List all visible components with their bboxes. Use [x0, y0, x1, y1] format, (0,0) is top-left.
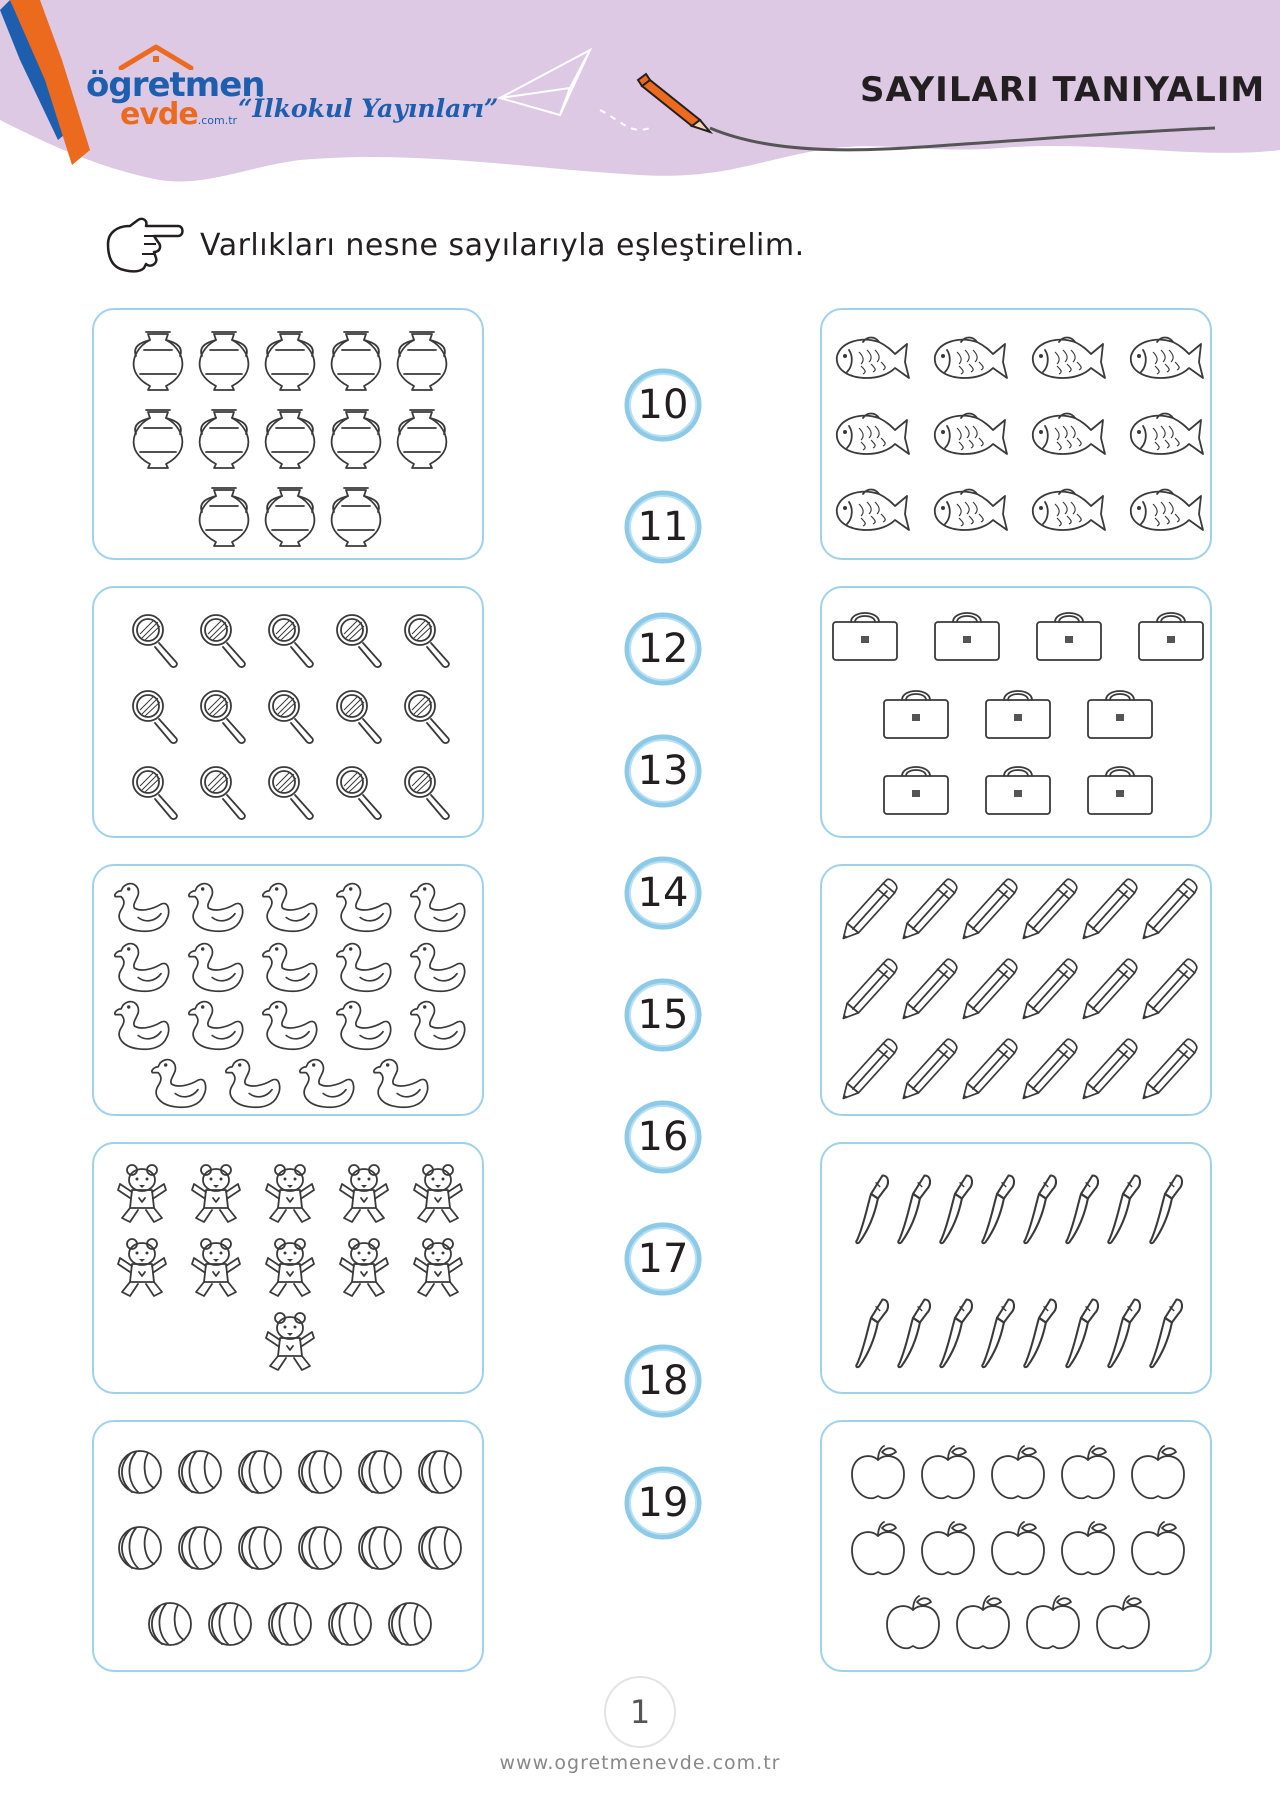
magnifying-glass-icon — [269, 691, 313, 743]
ball-icon — [239, 1527, 281, 1569]
ball-icon — [269, 1603, 311, 1645]
vase-icon — [332, 332, 381, 390]
apple-group — [822, 1422, 1214, 1674]
number-11[interactable] — [622, 488, 704, 566]
number-13[interactable] — [622, 732, 704, 810]
teddy-bear-icon — [340, 1165, 388, 1222]
page-title: SAYILARI TANIYALIM — [860, 70, 1266, 110]
teddy-bear-icon — [414, 1165, 462, 1222]
page-number: 1 — [629, 1693, 651, 1731]
vase-icon — [266, 332, 315, 390]
box-balls[interactable] — [92, 1420, 484, 1672]
fish-icon — [837, 338, 909, 379]
pencil-icon — [963, 959, 1016, 1018]
duck-icon — [337, 1002, 391, 1050]
pencil-icon — [1083, 879, 1136, 938]
duck-icon — [226, 1060, 280, 1108]
box-magnifiers[interactable] — [92, 586, 484, 838]
duck-icon — [152, 1060, 206, 1108]
duck-icon — [115, 1002, 169, 1050]
number-19[interactable] — [622, 1464, 704, 1542]
duck-icon — [337, 884, 391, 932]
magnifying-glass-icon — [269, 615, 313, 667]
page-number-circle — [604, 1676, 676, 1748]
duck-icon — [411, 884, 465, 932]
teddy-bear-icon — [266, 1239, 314, 1296]
number-15[interactable] — [622, 976, 704, 1054]
paintbrush-icon — [1066, 1300, 1098, 1368]
number-label: 18 — [637, 1358, 689, 1404]
duck-icon — [300, 1060, 354, 1108]
briefcase-icon — [1037, 613, 1101, 660]
magnifying-glass-icon — [269, 767, 313, 819]
paintbrush-icon — [1150, 1300, 1182, 1368]
pencil-group — [822, 866, 1214, 1118]
pencil-icon — [903, 879, 956, 938]
number-label: 11 — [637, 504, 689, 550]
ball-icon — [299, 1451, 341, 1493]
duck-icon — [115, 884, 169, 932]
vase-icon — [398, 410, 447, 468]
teddy-bear-icon — [192, 1239, 240, 1296]
number-label: 13 — [637, 748, 689, 794]
number-label: 14 — [637, 870, 689, 916]
ball-icon — [359, 1451, 401, 1493]
fish-icon — [1033, 338, 1105, 379]
number-label: 16 — [637, 1114, 689, 1160]
teddy-bear-icon — [118, 1165, 166, 1222]
fish-icon — [1131, 414, 1203, 455]
teddy-bear-icon — [414, 1239, 462, 1296]
number-label: 17 — [637, 1236, 689, 1282]
number-10[interactable] — [622, 366, 704, 444]
apple-icon — [852, 1522, 904, 1574]
ball-icon — [329, 1603, 371, 1645]
paintbrush-icon — [1150, 1176, 1182, 1244]
apple-icon — [922, 1446, 974, 1498]
fish-icon — [1033, 490, 1105, 531]
pencil-icon — [843, 959, 896, 1018]
header-band — [0, 0, 1280, 200]
teddy-bear-icon — [340, 1239, 388, 1296]
bear-group — [94, 1144, 486, 1396]
pencil-icon — [843, 879, 896, 938]
duck-group — [94, 866, 486, 1118]
paintbrush-icon — [856, 1176, 888, 1244]
magnifying-glass-icon — [337, 767, 381, 819]
ball-icon — [239, 1451, 281, 1493]
number-17[interactable] — [622, 1220, 704, 1298]
vase-icon — [332, 410, 381, 468]
brush-group — [822, 1144, 1214, 1396]
briefcase-icon — [884, 691, 948, 738]
pencil-icon — [1143, 879, 1196, 938]
pencil-icon — [963, 879, 1016, 938]
teddy-bear-icon — [266, 1313, 314, 1370]
apple-icon — [1132, 1446, 1184, 1498]
house-roof-icon — [116, 44, 196, 70]
magnifying-glass-icon — [133, 767, 177, 819]
box-vases[interactable] — [92, 308, 484, 560]
pencil-icon — [963, 1039, 1016, 1098]
apple-icon — [992, 1446, 1044, 1498]
paintbrush-icon — [982, 1300, 1014, 1368]
duck-icon — [411, 944, 465, 992]
paintbrush-icon — [1108, 1300, 1140, 1368]
paintbrush-icon — [940, 1176, 972, 1244]
pencil-icon — [1143, 959, 1196, 1018]
box-fish[interactable] — [820, 308, 1212, 560]
fish-icon — [1131, 338, 1203, 379]
magnifying-glass-icon — [201, 615, 245, 667]
number-18[interactable] — [622, 1342, 704, 1420]
magnifying-glass-icon — [201, 767, 245, 819]
fish-icon — [837, 490, 909, 531]
briefcase-icon — [884, 767, 948, 814]
box-pencils[interactable] — [820, 864, 1212, 1116]
magnifying-glass-icon — [337, 615, 381, 667]
briefcase-icon — [986, 691, 1050, 738]
briefcase-icon — [1088, 767, 1152, 814]
bag-group — [822, 588, 1214, 840]
briefcase-icon — [935, 613, 999, 660]
logo-main-text: ögretmen — [86, 65, 265, 105]
teddy-bear-icon — [266, 1165, 314, 1222]
fish-icon — [1033, 414, 1105, 455]
fish-group — [822, 310, 1214, 562]
apple-icon — [922, 1522, 974, 1574]
paintbrush-icon — [1024, 1176, 1056, 1244]
ball-icon — [119, 1451, 161, 1493]
briefcase-icon — [833, 613, 897, 660]
vase-icon — [200, 332, 249, 390]
duck-icon — [189, 1002, 243, 1050]
box-ducks[interactable] — [92, 864, 484, 1116]
fish-icon — [935, 490, 1007, 531]
box-brushes[interactable] — [820, 1142, 1212, 1394]
ball-icon — [149, 1603, 191, 1645]
duck-icon — [115, 944, 169, 992]
magnifying-glass-icon — [133, 691, 177, 743]
vase-icon — [266, 410, 315, 468]
vase-icon — [266, 488, 315, 546]
pencil-icon — [1143, 1039, 1196, 1098]
paintbrush-icon — [1108, 1176, 1140, 1244]
magnifying-glass-icon — [337, 691, 381, 743]
magnifying-glass-icon — [133, 615, 177, 667]
duck-icon — [189, 944, 243, 992]
pencil-icon — [903, 1039, 956, 1098]
fish-icon — [935, 414, 1007, 455]
magnifying-glass-icon — [405, 691, 449, 743]
magnifying-glass-icon — [201, 691, 245, 743]
duck-icon — [263, 1002, 317, 1050]
pencil-icon — [903, 959, 956, 1018]
ball-icon — [179, 1527, 221, 1569]
duck-icon — [263, 884, 317, 932]
paintbrush-icon — [940, 1300, 972, 1368]
vase-group — [94, 310, 486, 562]
instruction-text: Varlıkları nesne sayılarıyla eşleştirelim. — [200, 228, 805, 263]
ball-icon — [359, 1527, 401, 1569]
vase-icon — [134, 332, 183, 390]
number-label: 19 — [637, 1480, 689, 1526]
box-bags[interactable] — [820, 586, 1212, 838]
ball-icon — [179, 1451, 221, 1493]
box-apples[interactable] — [820, 1420, 1212, 1672]
pencil-icon — [1023, 959, 1076, 1018]
ball-icon — [119, 1527, 161, 1569]
ball-icon — [419, 1527, 461, 1569]
paintbrush-icon — [1066, 1176, 1098, 1244]
pencil-icon — [1083, 1039, 1136, 1098]
number-label: 12 — [637, 626, 689, 672]
vase-icon — [332, 488, 381, 546]
ball-icon — [209, 1603, 251, 1645]
briefcase-icon — [1088, 691, 1152, 738]
site-url: www.ogretmenevde.com.tr — [499, 1752, 781, 1774]
duck-icon — [374, 1060, 428, 1108]
magnifying-glass-icon — [405, 615, 449, 667]
logo-sub: evde — [120, 97, 198, 132]
number-12[interactable] — [622, 610, 704, 688]
pencil-icon — [1023, 1039, 1076, 1098]
duck-icon — [337, 944, 391, 992]
ball-icon — [389, 1603, 431, 1645]
apple-icon — [852, 1446, 904, 1498]
pencil-icon — [843, 1039, 896, 1098]
pencil-icon — [1023, 879, 1076, 938]
fish-icon — [935, 338, 1007, 379]
pointing-hand-icon — [104, 214, 184, 274]
duck-icon — [411, 1002, 465, 1050]
paintbrush-icon — [1024, 1300, 1056, 1368]
briefcase-icon — [986, 767, 1050, 814]
number-label: 15 — [637, 992, 689, 1038]
number-label: 10 — [637, 382, 689, 428]
apple-icon — [887, 1596, 939, 1648]
apple-icon — [1062, 1522, 1114, 1574]
number-14[interactable] — [622, 854, 704, 932]
tagline: “İlkokul Yayınları” — [238, 94, 499, 123]
ball-icon — [299, 1527, 341, 1569]
magnifier-group — [94, 588, 486, 840]
duck-icon — [263, 944, 317, 992]
number-16[interactable] — [622, 1098, 704, 1176]
paintbrush-icon — [898, 1176, 930, 1244]
vase-icon — [134, 410, 183, 468]
fish-icon — [837, 414, 909, 455]
paintbrush-icon — [898, 1300, 930, 1368]
paintbrush-icon — [982, 1176, 1014, 1244]
teddy-bear-icon — [118, 1239, 166, 1296]
apple-icon — [957, 1596, 1009, 1648]
teddy-bear-icon — [192, 1165, 240, 1222]
magnifying-glass-icon — [405, 767, 449, 819]
box-bears[interactable] — [92, 1142, 484, 1394]
apple-icon — [1097, 1596, 1149, 1648]
apple-icon — [1132, 1522, 1184, 1574]
logo-sub-text — [120, 97, 238, 136]
briefcase-icon — [1139, 613, 1203, 660]
duck-icon — [189, 884, 243, 932]
logo-tld: .com.tr — [197, 114, 238, 127]
paintbrush-icon — [856, 1300, 888, 1368]
apple-icon — [992, 1522, 1044, 1574]
apple-icon — [1062, 1446, 1114, 1498]
vase-icon — [398, 332, 447, 390]
apple-icon — [1027, 1596, 1079, 1648]
pencil-icon — [1083, 959, 1136, 1018]
vase-icon — [200, 410, 249, 468]
ball-group — [94, 1422, 486, 1674]
vase-icon — [200, 488, 249, 546]
fish-icon — [1131, 490, 1203, 531]
ball-icon — [419, 1451, 461, 1493]
